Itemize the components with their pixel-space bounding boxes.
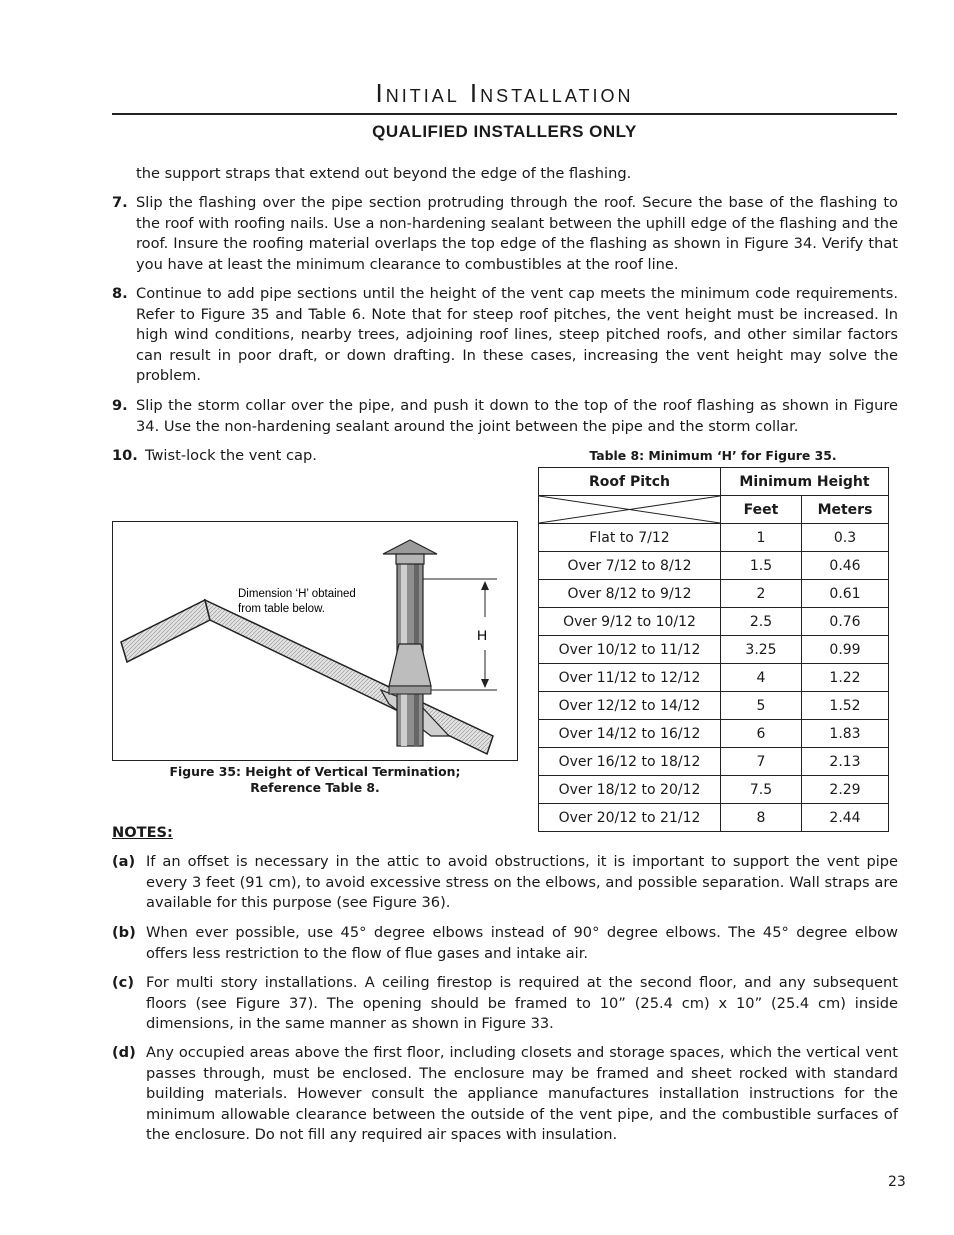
table-row [539,636,889,664]
cell-roof-pitch: Over 16/12 to 18/12 [539,748,721,776]
cell-roof-pitch: Over 18/12 to 20/12 [539,776,721,804]
dimension-note-line1: Dimension ‘H’ obtained [238,588,356,600]
cell-meters: 1.83 [802,720,889,748]
roof-right-slope [205,600,493,754]
cell-meters: 1.52 [802,692,889,720]
cell-feet: 7.5 [721,776,802,804]
cell-roof-pitch: Over 20/12 to 21/12 [539,804,721,832]
cell-feet: 1 [721,524,802,552]
arrow-up-icon [481,581,489,590]
cell-meters: 0.99 [802,636,889,664]
cell-roof-pitch: Over 10/12 to 11/12 [539,636,721,664]
note-b-text: When ever possible, use 45° degree elbows instead of 90° degree elbows. The 45° degree elbow offers less restriction to the flow of flue gases and intake air. [146,924,898,962]
note-c-text: For multi story installations. A ceiling firestop is required at the second floor, and any subsequent floors (see Figure 37). The opening should be framed to 10” (25.4 cm) x 10” (25.4 cm) inside dimensions, in the same manner as shown in Figure 33. [146,974,898,1033]
table-row [539,664,889,692]
step-7-number: 7. [112,194,128,211]
cell-feet: 4 [721,664,802,692]
cell-feet: 3.25 [721,636,802,664]
table-row [539,524,889,552]
table-row [539,748,889,776]
cell-feet: 2 [721,580,802,608]
vent-cap [383,540,437,554]
step-9-number: 9. [112,397,128,414]
note-a-label: (a) [112,853,136,870]
empty-header-cell [539,496,721,524]
figure-35 [112,521,518,761]
arrow-down-icon [481,679,489,688]
storm-collar [389,644,431,686]
cell-feet: 6 [721,720,802,748]
table-row [539,804,889,832]
dimension-h-label: H [477,627,488,643]
col-roof-pitch: Roof Pitch [539,468,721,496]
page-number: 23 [888,1174,906,1190]
note-a-text: If an offset is necessary in the attic to avoid obstructions, it is important to support the vent pipe every 3 feet (91 cm), to avoid excessive stress on the elbows, and possible separation. Wall straps are available for this purpose (see Figure 36). [146,853,898,912]
step-8-number: 8. [112,285,128,302]
cell-roof-pitch: Over 7/12 to 8/12 [539,552,721,580]
roof-left-slope [121,600,210,662]
note-d-text: Any occupied areas above the first floor, including closets and storage spaces, which the vertical vent passes through, must be enclosed. The enclosure may be framed and sheet rocked with standard building materials. However consult the appliance manufactures installation instructions for the minimum allowable clearance between the outside of the vent pipe, and the combustible surfaces of the enclosure. Do not fill any required air spaces with insulation. [146,1044,898,1144]
step-10-number: 10. [112,447,138,464]
step-8-text: Continue to add pipe sections until the height of the vent cap meets the minimum code requirements. Refer to Figure 35 and Table 6. Note that for steep roof pitches, the vent height must be increased. In high wind conditions, nearby trees, adjoining roof lines, steep pitched roofs, and other similar factors can result in poor draft, or down drafting. In these cases, increasing the vent height may solve the problem. [136,285,898,385]
figure-35-caption: Figure 35: Height of Vertical Termination; Reference Table 8. [169,764,461,795]
note-d-label: (d) [112,1044,136,1061]
table-row [539,580,889,608]
cell-feet: 7 [721,748,802,776]
step-10-text: Twist-lock the vent cap. [145,447,317,464]
notes-heading: NOTES: [112,824,173,841]
table-8-caption: Table 8: Minimum ‘H’ for Figure 35. [589,448,837,463]
note-c-label: (c) [112,974,134,991]
note-b-label: (b) [112,924,136,941]
intro-text: the support straps that extend out beyond the edge of the flashing. [136,165,632,182]
table-row [539,720,889,748]
cell-feet: 2.5 [721,608,802,636]
page-title: Initial Installation [375,78,634,108]
cell-feet: 5 [721,692,802,720]
cross-lines [539,496,720,523]
table-8 [538,467,889,832]
step-7-text: Slip the flashing over the pipe section protruding through the roof. Secure the base of the flashing to the roof with roofing nails. Use a non-hardening sealant between the uphill edge of the flashing and the roof. Insure the roofing material overlaps the top edge of the flashing as shown in Figure 34. Verify that you have at least the minimum clearance to combustibles at the roof line. [136,194,898,273]
col-meters: Meters [802,496,889,524]
cell-feet: 8 [721,804,802,832]
cell-meters: 0.3 [802,524,889,552]
cell-meters: 0.46 [802,552,889,580]
cell-meters: 0.61 [802,580,889,608]
cell-roof-pitch: Over 12/12 to 14/12 [539,692,721,720]
cell-roof-pitch: Over 8/12 to 9/12 [539,580,721,608]
cell-meters: 2.44 [802,804,889,832]
cell-meters: 2.29 [802,776,889,804]
page-subtitle: QUALIFIED INSTALLERS ONLY [372,122,637,141]
title-rule [112,113,897,115]
table-row [539,692,889,720]
cell-feet: 1.5 [721,552,802,580]
cell-meters: 2.13 [802,748,889,776]
cell-roof-pitch: Flat to 7/12 [539,524,721,552]
dimension-note-line2: from table below. [238,603,325,615]
col-feet: Feet [721,496,802,524]
cell-roof-pitch: Over 14/12 to 16/12 [539,720,721,748]
table-row [539,776,889,804]
table-row [539,552,889,580]
col-minimum-height: Minimum Height [721,468,889,496]
vent-termination-diagram [113,522,517,760]
cell-meters: 0.76 [802,608,889,636]
table-row [539,608,889,636]
cell-roof-pitch: Over 11/12 to 12/12 [539,664,721,692]
step-9-text: Slip the storm collar over the pipe, and push it down to the top of the roof flashing as shown in Figure 34. Use the non-hardening sealant around the joint between the pipe and the storm collar. [136,397,898,435]
cell-roof-pitch: Over 9/12 to 10/12 [539,608,721,636]
cell-meters: 1.22 [802,664,889,692]
